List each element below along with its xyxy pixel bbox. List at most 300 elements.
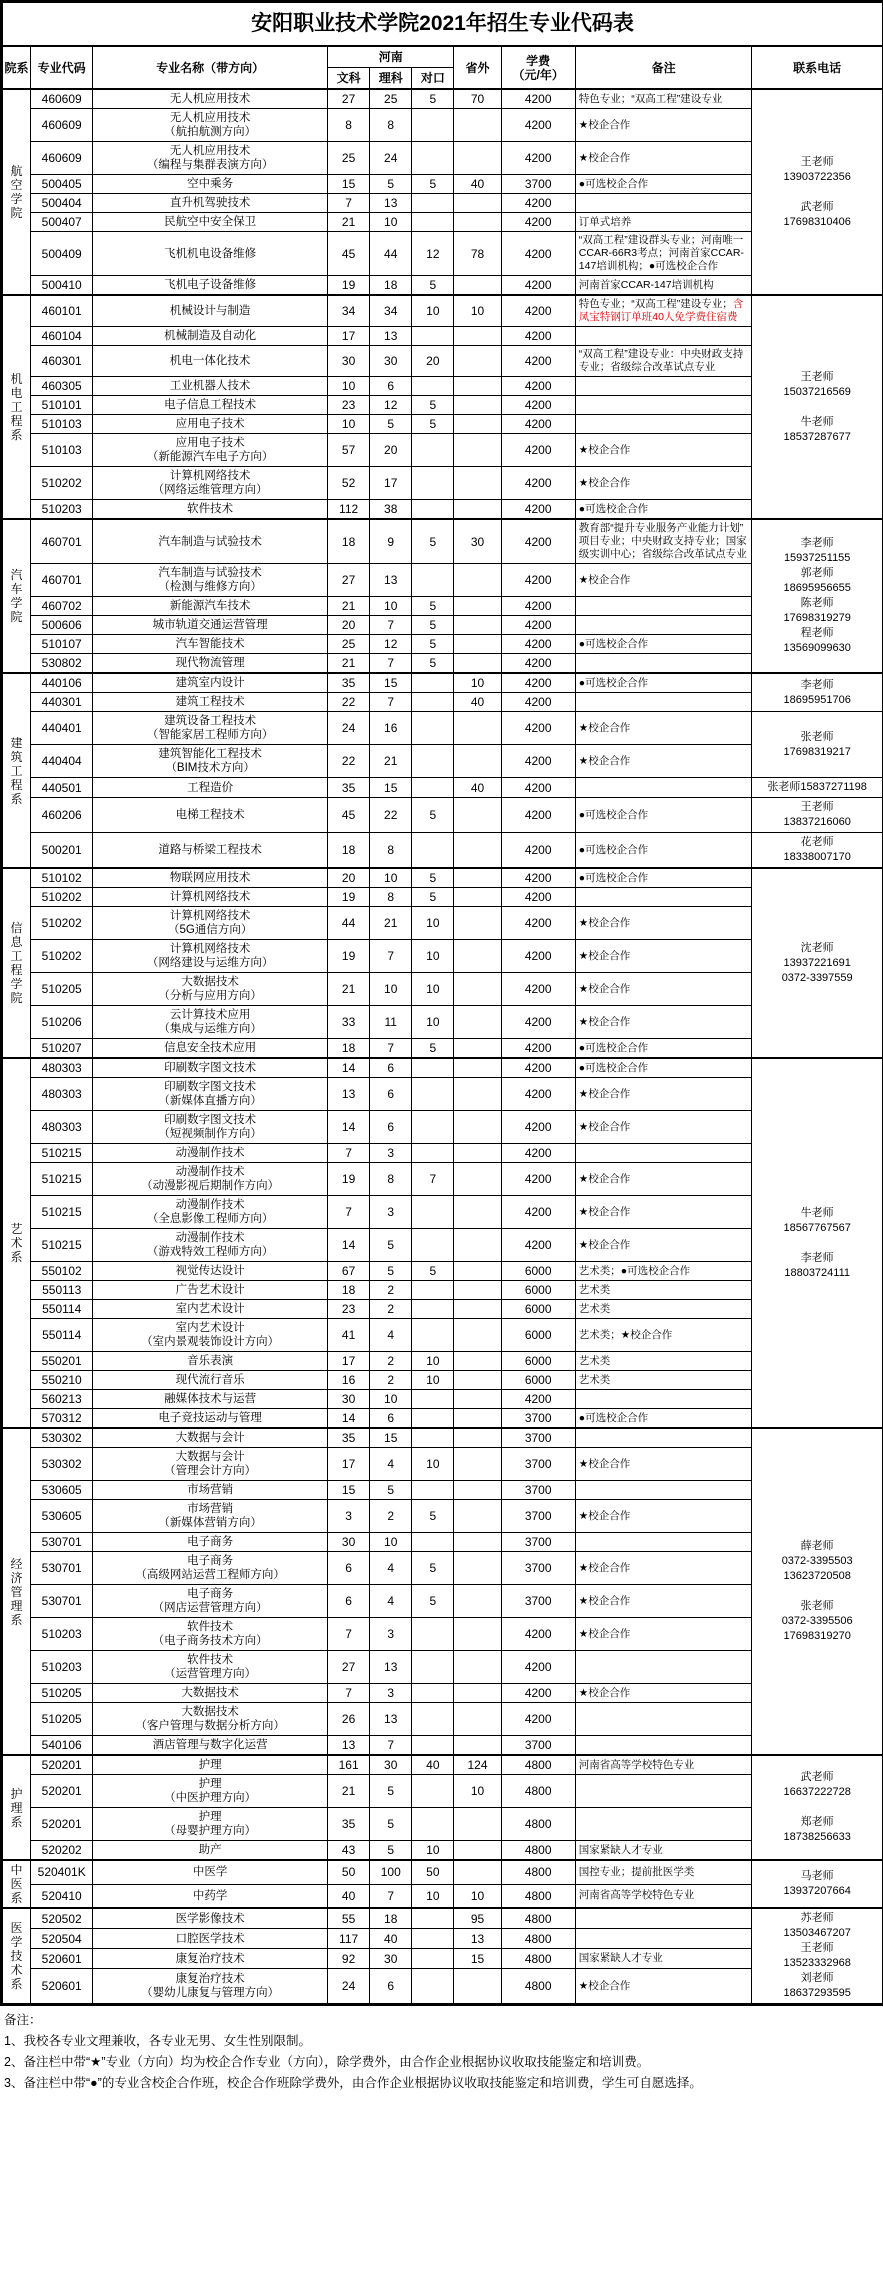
contact-cell: 沈老师 13937221691 0372-3397559 (752, 868, 883, 1058)
plan-shengwai-cell (454, 142, 501, 175)
remark-cell: “双高工程”建设专业：中央财政支持专业；省级综合改革试点专业 (575, 346, 752, 377)
plan-wenke-cell: 35 (328, 778, 370, 798)
plan-duikou-cell (412, 1908, 454, 1929)
plan-like-cell: 5 (370, 175, 412, 194)
tuition-cell: 4200 (501, 833, 575, 869)
plan-duikou-cell (412, 500, 454, 520)
plan-shengwai-cell: 10 (454, 295, 501, 327)
remark-cell: 国家紧缺人才专业 (575, 1841, 752, 1861)
major-code-cell: 510215 (31, 1196, 93, 1229)
major-name-cell: 中药学 (93, 1884, 328, 1908)
table-row (3, 1428, 883, 1448)
table-row (3, 1163, 883, 1196)
plan-like-cell: 21 (370, 907, 412, 940)
plan-like-cell: 6 (370, 1409, 412, 1429)
plan-duikou-cell (412, 712, 454, 745)
plan-duikou-cell (412, 327, 454, 346)
dept-name-cell: 艺术系 (3, 1058, 31, 1428)
header-shengwai: 省外 (454, 46, 501, 89)
plan-wenke-cell: 14 (328, 1229, 370, 1262)
plan-wenke-cell: 6 (328, 1585, 370, 1618)
plan-shengwai-cell (454, 346, 501, 377)
plan-duikou-cell (412, 1428, 454, 1448)
major-code-cell: 530701 (31, 1533, 93, 1552)
table-row (3, 597, 883, 616)
plan-like-cell: 18 (370, 276, 412, 296)
major-code-cell: 460609 (31, 89, 93, 109)
major-name-cell: 印刷数字图文技术 (93, 1058, 328, 1078)
plan-shengwai-cell (454, 616, 501, 635)
plan-wenke-cell: 21 (328, 213, 370, 232)
remark-cell: ●可选校企合作 (575, 175, 752, 194)
major-name-cell: 电子竞技运动与管理 (93, 1409, 328, 1429)
tuition-cell: 4200 (501, 1006, 575, 1039)
plan-shengwai-cell (454, 564, 501, 597)
plan-wenke-cell: 22 (328, 745, 370, 778)
plan-like-cell: 15 (370, 673, 412, 693)
major-name-cell: 应用电子技术 (93, 415, 328, 434)
major-name-cell: 大数据与会计 （管理会计方向） (93, 1448, 328, 1481)
table-row (3, 973, 883, 1006)
table-row (3, 635, 883, 654)
plan-like-cell: 10 (370, 973, 412, 1006)
remark-cell: ★校企合作 (575, 109, 752, 142)
plan-shengwai-cell (454, 276, 501, 296)
table-row (3, 1300, 883, 1319)
table-row (3, 888, 883, 907)
major-code-cell: 510203 (31, 1651, 93, 1684)
major-code-cell: 520201 (31, 1808, 93, 1841)
major-code-cell: 510101 (31, 396, 93, 415)
table-row (3, 194, 883, 213)
plan-shengwai-cell (454, 1969, 501, 2004)
tuition-cell: 4800 (501, 1775, 575, 1808)
major-code-cell: 500404 (31, 194, 93, 213)
major-name-cell: 应用电子技术 （新能源汽车电子方向） (93, 434, 328, 467)
table-row (3, 1736, 883, 1756)
plan-wenke-cell: 30 (328, 346, 370, 377)
table-row (3, 1409, 883, 1429)
major-code-cell: 520502 (31, 1908, 93, 1929)
plan-duikou-cell: 10 (412, 1448, 454, 1481)
plan-like-cell: 10 (370, 213, 412, 232)
plan-shengwai-cell (454, 1058, 501, 1078)
plan-wenke-cell: 15 (328, 1481, 370, 1500)
major-code-cell: 510107 (31, 635, 93, 654)
plan-shengwai-cell: 30 (454, 519, 501, 564)
plan-duikou-cell: 5 (412, 1585, 454, 1618)
major-name-cell: 飞机机电设备维修 (93, 232, 328, 276)
major-code-cell: 460101 (31, 295, 93, 327)
remark-cell: ★校企合作 (575, 467, 752, 500)
plan-duikou-cell: 10 (412, 295, 454, 327)
plan-wenke-cell: 14 (328, 1409, 370, 1429)
plan-duikou-cell: 50 (412, 1860, 454, 1884)
plan-wenke-cell: 35 (328, 1808, 370, 1841)
plan-shengwai-cell (454, 467, 501, 500)
plan-duikou-cell: 5 (412, 1262, 454, 1281)
tuition-cell: 4200 (501, 89, 575, 109)
plan-wenke-cell: 21 (328, 1775, 370, 1808)
major-code-cell: 510103 (31, 434, 93, 467)
plan-duikou-cell: 10 (412, 940, 454, 973)
plan-duikou-cell (412, 673, 454, 693)
tuition-cell: 4200 (501, 377, 575, 396)
plan-duikou-cell: 5 (412, 415, 454, 434)
major-code-cell: 530701 (31, 1585, 93, 1618)
table-row (3, 276, 883, 296)
plan-like-cell: 6 (370, 1058, 412, 1078)
plan-like-cell: 5 (370, 1481, 412, 1500)
major-code-cell: 440501 (31, 778, 93, 798)
table-row (3, 434, 883, 467)
dept-name-cell: 航空学院 (3, 89, 31, 295)
header-dept: 院系 (3, 46, 31, 89)
plan-like-cell: 25 (370, 89, 412, 109)
plan-wenke-cell: 20 (328, 868, 370, 888)
remark-red-text: 含凤宝特钢订单班40人免学费住宿费 (578, 298, 744, 323)
table-row (3, 778, 883, 798)
table-row (3, 1390, 883, 1409)
plan-duikou-cell: 5 (412, 519, 454, 564)
table-row (3, 712, 883, 745)
plan-shengwai-cell (454, 194, 501, 213)
remark-cell: ★校企合作 (575, 1969, 752, 2004)
contact-cell: 李老师 18695951706 (752, 673, 883, 712)
plan-wenke-cell: 16 (328, 1371, 370, 1390)
table-row (3, 346, 883, 377)
plan-wenke-cell: 20 (328, 616, 370, 635)
plan-like-cell: 4 (370, 1448, 412, 1481)
major-name-cell: 软件技术 (93, 500, 328, 520)
major-name-cell: 机械制造及自动化 (93, 327, 328, 346)
major-code-cell: 520410 (31, 1884, 93, 1908)
tuition-cell: 4200 (501, 415, 575, 434)
plan-like-cell: 6 (370, 377, 412, 396)
plan-like-cell: 30 (370, 1755, 412, 1775)
table-row (3, 1552, 883, 1585)
remark-cell (575, 1481, 752, 1500)
major-name-cell: 计算机网络技术 （网络建设与运维方向） (93, 940, 328, 973)
tuition-cell: 3700 (501, 1533, 575, 1552)
plan-duikou-cell (412, 1651, 454, 1684)
plan-shengwai-cell (454, 377, 501, 396)
remark-cell: ●可选校企合作 (575, 1409, 752, 1429)
major-name-cell: 道路与桥梁工程技术 (93, 833, 328, 869)
plan-wenke-cell: 15 (328, 175, 370, 194)
tuition-cell: 4200 (501, 295, 575, 327)
plan-shengwai-cell (454, 940, 501, 973)
plan-like-cell: 20 (370, 434, 412, 467)
plan-shengwai-cell (454, 396, 501, 415)
plan-duikou-cell: 5 (412, 798, 454, 833)
contact-cell: 王老师 15037216569 牛老师 18537287677 (752, 295, 883, 519)
plan-duikou-cell (412, 194, 454, 213)
remark-cell: ★校企合作 (575, 1196, 752, 1229)
major-code-cell: 520202 (31, 1841, 93, 1861)
remark-cell (575, 888, 752, 907)
plan-duikou-cell: 10 (412, 1884, 454, 1908)
plan-wenke-cell: 18 (328, 1281, 370, 1300)
tuition-cell: 4200 (501, 519, 575, 564)
plan-shengwai-cell (454, 1552, 501, 1585)
remark-cell: ★校企合作 (575, 1163, 752, 1196)
major-code-cell: 520601 (31, 1969, 93, 2004)
major-code-cell: 550102 (31, 1262, 93, 1281)
plan-duikou-cell: 5 (412, 1500, 454, 1533)
header-tuition (501, 46, 575, 89)
remark-cell (575, 1736, 752, 1756)
plan-shengwai-cell (454, 1808, 501, 1841)
table-row (3, 500, 883, 520)
plan-like-cell: 5 (370, 415, 412, 434)
major-name-cell: 建筑工程技术 (93, 693, 328, 712)
plan-wenke-cell: 18 (328, 833, 370, 869)
plan-duikou-cell (412, 1300, 454, 1319)
major-name-cell: 大数据技术 （客户管理与数据分析方向） (93, 1703, 328, 1736)
plan-wenke-cell: 17 (328, 1352, 370, 1371)
major-name-cell: 空中乘务 (93, 175, 328, 194)
remark-cell: ★校企合作 (575, 142, 752, 175)
plan-like-cell: 5 (370, 1808, 412, 1841)
plan-duikou-cell (412, 1111, 454, 1144)
remark-cell: ●可选校企合作 (575, 868, 752, 888)
header-major: 专业名称（带方向） (93, 46, 328, 89)
plan-duikou-cell (412, 1969, 454, 2004)
plan-duikou-cell: 5 (412, 175, 454, 194)
plan-wenke-cell: 57 (328, 434, 370, 467)
remark-cell: ★校企合作 (575, 1111, 752, 1144)
plan-wenke-cell: 40 (328, 1884, 370, 1908)
plan-wenke-cell: 19 (328, 276, 370, 296)
plan-wenke-cell: 45 (328, 798, 370, 833)
plan-like-cell: 8 (370, 833, 412, 869)
table-row (3, 1262, 883, 1281)
tuition-cell: 4200 (501, 1196, 575, 1229)
plan-like-cell: 8 (370, 109, 412, 142)
plan-like-cell: 12 (370, 396, 412, 415)
major-name-cell: 物联网应用技术 (93, 868, 328, 888)
plan-shengwai-cell: 78 (454, 232, 501, 276)
plan-duikou-cell: 20 (412, 346, 454, 377)
major-name-cell: 无人机应用技术 (93, 89, 328, 109)
tuition-cell: 4200 (501, 888, 575, 907)
tuition-cell: 3700 (501, 1500, 575, 1533)
plan-wenke-cell: 21 (328, 973, 370, 1006)
major-code-cell: 530302 (31, 1428, 93, 1448)
plan-like-cell: 7 (370, 1884, 412, 1908)
major-name-cell: 市场营销 (93, 1481, 328, 1500)
table-row (3, 467, 883, 500)
major-name-cell: 口腔医学技术 (93, 1929, 328, 1949)
plan-wenke-cell: 27 (328, 1651, 370, 1684)
footnote-line: 2、备注栏中带“★”专业（方向）均为校企合作专业（方向），除学费外，由合作企业根据协议收取技能鉴定和培训费。 (4, 2055, 650, 2069)
plan-duikou-cell (412, 1144, 454, 1163)
major-code-cell: 550114 (31, 1300, 93, 1319)
table-row (3, 693, 883, 712)
plan-duikou-cell: 5 (412, 276, 454, 296)
plan-duikou-cell (412, 142, 454, 175)
major-name-cell: 汽车智能技术 (93, 635, 328, 654)
plan-shengwai-cell (454, 1841, 501, 1861)
remark-cell: 艺术类 (575, 1352, 752, 1371)
remark-cell: ★校企合作 (575, 434, 752, 467)
major-name-cell: 大数据技术 (93, 1684, 328, 1703)
plan-like-cell: 7 (370, 1736, 412, 1756)
major-code-cell: 440401 (31, 712, 93, 745)
plan-shengwai-cell: 40 (454, 693, 501, 712)
remark-cell: 艺术类 (575, 1300, 752, 1319)
major-name-cell: 广告艺术设计 (93, 1281, 328, 1300)
plan-wenke-cell: 7 (328, 1196, 370, 1229)
tuition-cell: 6000 (501, 1281, 575, 1300)
major-name-cell: 电子商务 (93, 1533, 328, 1552)
plan-wenke-cell: 21 (328, 597, 370, 616)
major-name-cell: 中医学 (93, 1860, 328, 1884)
plan-like-cell: 30 (370, 1949, 412, 1969)
plan-wenke-cell: 25 (328, 635, 370, 654)
plan-wenke-cell: 18 (328, 1039, 370, 1059)
major-name-cell: 工程造价 (93, 778, 328, 798)
major-name-cell: 电梯工程技术 (93, 798, 328, 833)
tuition-cell: 4200 (501, 276, 575, 296)
table-row (3, 564, 883, 597)
major-name-cell: 护理 (93, 1755, 328, 1775)
tuition-cell: 4200 (501, 564, 575, 597)
table-row (3, 377, 883, 396)
plan-duikou-cell (412, 745, 454, 778)
plan-wenke-cell: 19 (328, 1163, 370, 1196)
major-code-cell: 510205 (31, 1703, 93, 1736)
plan-wenke-cell: 24 (328, 1969, 370, 2004)
major-name-cell: 动漫制作技术 （游戏特效工程师方向） (93, 1229, 328, 1262)
plan-duikou-cell: 5 (412, 635, 454, 654)
major-code-cell: 440106 (31, 673, 93, 693)
plan-shengwai-cell (454, 1319, 501, 1352)
tuition-cell: 4200 (501, 597, 575, 616)
table-body (3, 89, 883, 2004)
plan-wenke-cell: 6 (328, 1552, 370, 1585)
footnote-line: 1、我校各专业文理兼收，各专业无男、女生性别限制。 (4, 2034, 311, 2048)
header-tuition-line1: 学费 (526, 53, 551, 68)
header-remark: 备注 (575, 46, 752, 89)
plan-shengwai-cell (454, 907, 501, 940)
footnote-line: 3、备注栏中带“●”的专业含校企合作班，校企合作班除学费外，由合作企业根据协议收取技能鉴定和培训费，学生可自愿选择。 (4, 2076, 702, 2090)
plan-wenke-cell: 117 (328, 1929, 370, 1949)
plan-like-cell: 9 (370, 519, 412, 564)
plan-duikou-cell: 5 (412, 888, 454, 907)
plan-like-cell: 10 (370, 1533, 412, 1552)
remark-cell: ★校企合作 (575, 973, 752, 1006)
major-code-cell: 500201 (31, 833, 93, 869)
plan-wenke-cell: 50 (328, 1860, 370, 1884)
plan-like-cell: 10 (370, 1390, 412, 1409)
remark-cell: ★校企合作 (575, 1500, 752, 1533)
plan-shengwai-cell (454, 1500, 501, 1533)
table-row (3, 1755, 883, 1775)
contact-cell: 张老师15837271198 (752, 778, 883, 798)
major-name-cell: 印刷数字图文技术 （短视频制作方向） (93, 1111, 328, 1144)
remark-cell: ★校企合作 (575, 1684, 752, 1703)
plan-like-cell: 13 (370, 1651, 412, 1684)
remark-cell: ●可选校企合作 (575, 798, 752, 833)
remark-cell: 艺术类；●可选校企合作 (575, 1262, 752, 1281)
plan-like-cell: 22 (370, 798, 412, 833)
plan-shengwai-cell (454, 1618, 501, 1651)
footnote-line: 备注： (4, 2013, 42, 2027)
major-code-cell: 460104 (31, 327, 93, 346)
plan-duikou-cell (412, 1684, 454, 1703)
plan-duikou-cell: 5 (412, 396, 454, 415)
table-row (3, 175, 883, 194)
remark-cell (575, 396, 752, 415)
header-code: 专业代码 (31, 46, 93, 89)
major-code-cell: 500606 (31, 616, 93, 635)
plan-like-cell: 13 (370, 327, 412, 346)
table-row (3, 519, 883, 564)
table-row (3, 673, 883, 693)
plan-wenke-cell: 35 (328, 673, 370, 693)
major-name-cell: 计算机网络技术 （5G通信方向） (93, 907, 328, 940)
major-name-cell: 云计算技术应用 （集成与运维方向） (93, 1006, 328, 1039)
plan-wenke-cell: 7 (328, 1618, 370, 1651)
major-name-cell: 动漫制作技术 （动漫影视后期制作方向） (93, 1163, 328, 1196)
major-name-cell: 计算机网络技术 （网络运维管理方向） (93, 467, 328, 500)
plan-duikou-cell (412, 1808, 454, 1841)
major-code-cell: 510203 (31, 500, 93, 520)
major-code-cell: 530701 (31, 1552, 93, 1585)
plan-like-cell: 15 (370, 778, 412, 798)
plan-like-cell: 4 (370, 1319, 412, 1352)
plan-shengwai-cell (454, 635, 501, 654)
dept-name-cell: 汽车学院 (3, 519, 31, 673)
tuition-cell: 6000 (501, 1352, 575, 1371)
plan-like-cell: 7 (370, 940, 412, 973)
major-code-cell: 510206 (31, 1006, 93, 1039)
plan-shengwai-cell (454, 213, 501, 232)
tuition-cell: 4200 (501, 434, 575, 467)
tuition-cell: 6000 (501, 1262, 575, 1281)
remark-cell: 河南省高等学校特色专业 (575, 1755, 752, 1775)
plan-shengwai-cell: 10 (454, 1884, 501, 1908)
major-code-cell: 540106 (31, 1736, 93, 1756)
tuition-cell: 4200 (501, 654, 575, 674)
table-row (3, 1111, 883, 1144)
plan-duikou-cell: 5 (412, 1039, 454, 1059)
tuition-cell: 4200 (501, 1651, 575, 1684)
plan-duikou-cell (412, 213, 454, 232)
plan-shengwai-cell (454, 1448, 501, 1481)
tuition-cell: 4200 (501, 1618, 575, 1651)
plan-duikou-cell (412, 1481, 454, 1500)
major-code-cell: 510203 (31, 1618, 93, 1651)
major-name-cell: 视觉传达设计 (93, 1262, 328, 1281)
remark-cell: 特色专业；“双高工程”建设专业 (575, 89, 752, 109)
plan-shengwai-cell (454, 745, 501, 778)
major-name-cell: 印刷数字图文技术 （新媒体直播方向） (93, 1078, 328, 1111)
plan-shengwai-cell (454, 1409, 501, 1429)
tuition-cell: 3700 (501, 1481, 575, 1500)
remark-cell: ●可选校企合作 (575, 833, 752, 869)
plan-duikou-cell (412, 1196, 454, 1229)
tuition-cell: 4200 (501, 940, 575, 973)
tuition-cell: 4200 (501, 1039, 575, 1059)
table-row (3, 798, 883, 833)
table-row (3, 295, 883, 327)
major-code-cell: 480303 (31, 1078, 93, 1111)
major-code-cell: 560213 (31, 1390, 93, 1409)
major-code-cell: 520504 (31, 1929, 93, 1949)
